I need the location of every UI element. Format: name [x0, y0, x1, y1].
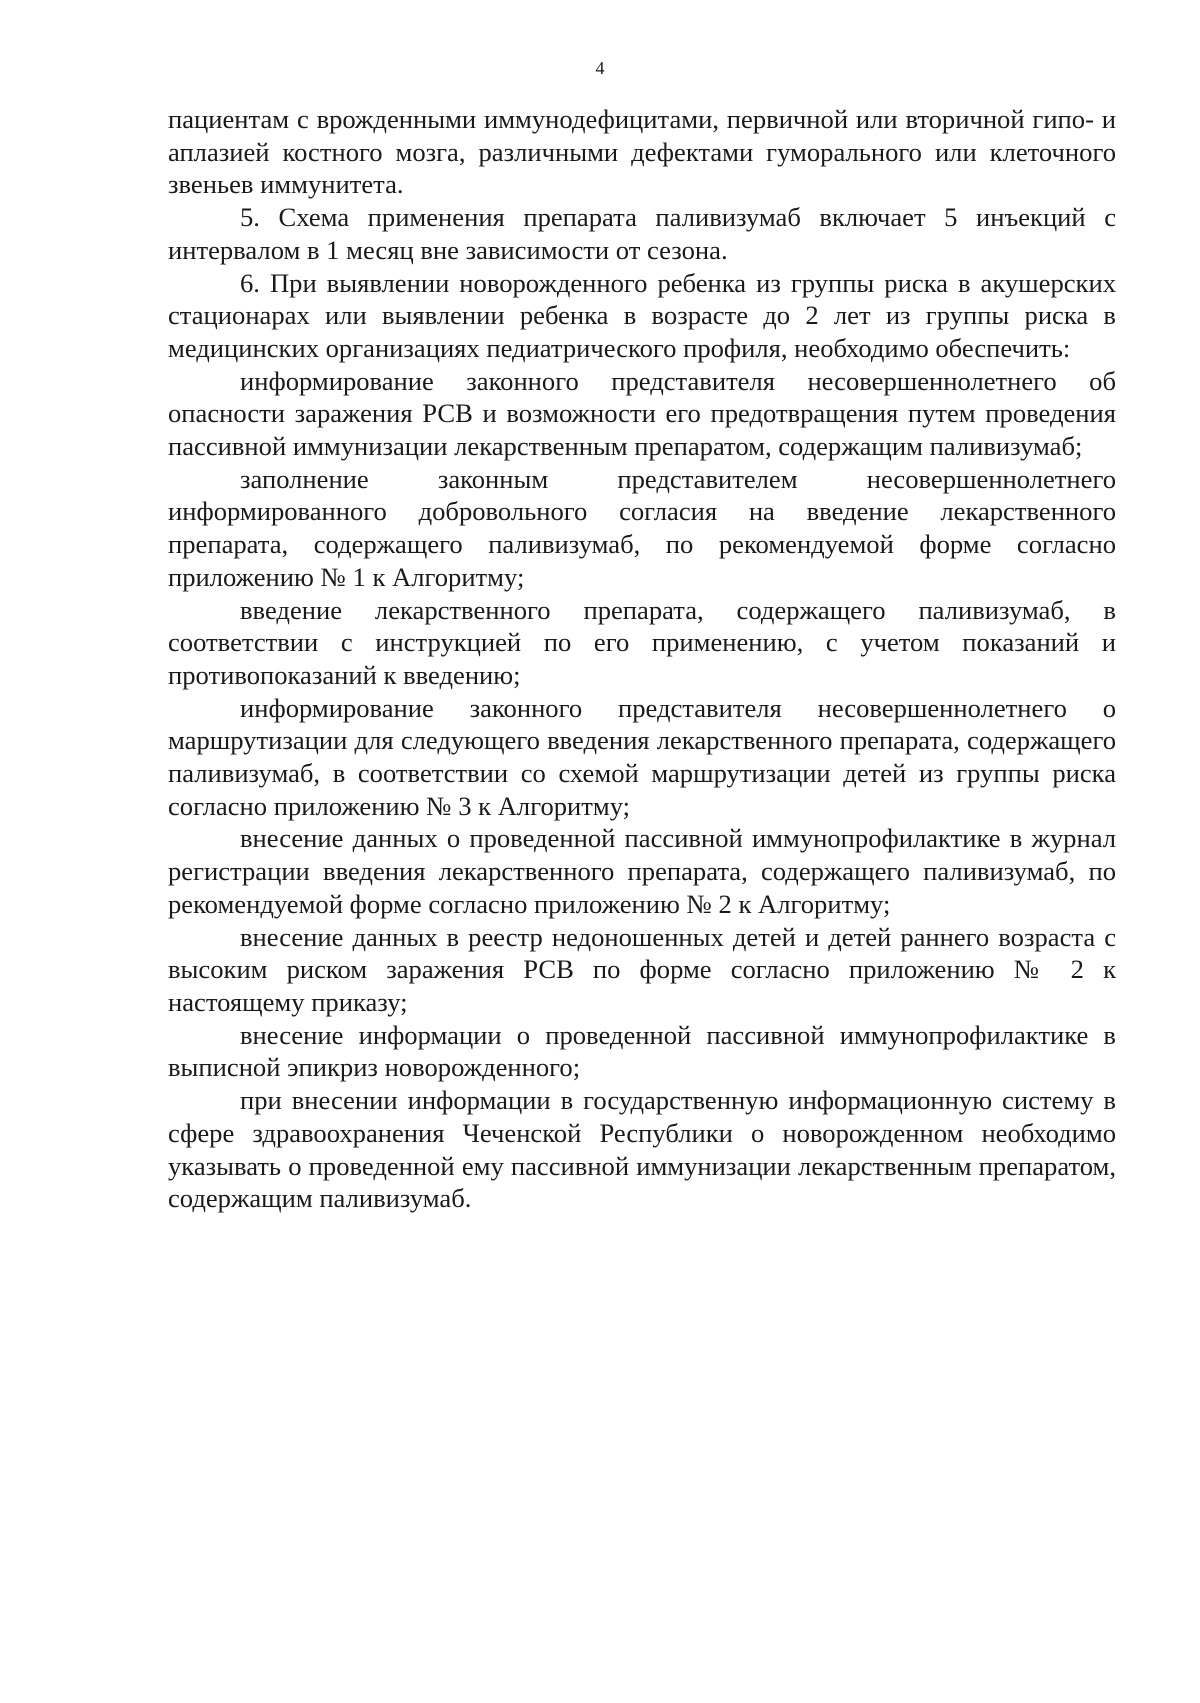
paragraph-9: внесение данных в реестр недоношенных детей и детей раннего возраста с высоким риском заражения РСВ по форме согласно приложению № 2 к настоящему приказу; [168, 921, 1116, 1017]
paragraph-6: введение лекарственного препарата, содержащего паливизумаб, в соответствии с инструкцией по его применению, с учетом показаний и противопоказаний к введению; [168, 594, 1116, 690]
paragraph-2: 5. Схема применения препарата паливизумаб включает 5 инъекций с интервалом в 1 месяц вне зависимости от сезона. [168, 202, 1116, 265]
paragraph-8: внесение данных о проведенной пассивной иммунопрофилактике в журнал регистрации введения лекарственного препарата, содержащего паливизумаб, по рекомендуемой форме согласно приложению № 2 к Алгоритму; [168, 823, 1116, 919]
paragraph-1: пациентам с врожденными иммунодефицитами, первичной или вторичной гипо- и аплазией костного мозга, различными дефектами гуморального или клеточного звеньев иммунитета. [168, 104, 1116, 200]
paragraph-10: внесение информации о проведенной пассивной иммунопрофилактике в выписной эпикриз новорожденного; [168, 1019, 1116, 1083]
page-number: 4 [595, 58, 605, 78]
paragraph-11: при внесении информации в государственную информационную систему в сфере здравоохранения Чеченской Республики о новорожденном необходимо указывать о проведенной ему пассивной иммунизации лекарственным препаратом, содержащим паливизумаб. [168, 1085, 1116, 1214]
paragraph-3: 6. При выявлении новорожденного ребенка из группы риска в акушерских стационарах или выявлении ребенка в возрасте до 2 лет из группы риска в медицинских организациях педиатрического профиля, необходимо обеспечить: [168, 267, 1116, 363]
document-body [168, 103, 1116, 1215]
paragraph-7: информирование законного представителя несовершеннолетнего о маршрутизации для следующего введения лекарственного препарата, содержащего паливизумаб, в соответствии со схемой маршрутизации детей из группы риска согласно приложению № 3 к Алгоритму; [168, 692, 1116, 821]
paragraph-4: информирование законного представителя несовершеннолетнего об опасности заражения РСВ и возможности его предотвращения путем проведения пассивной иммунизации лекарственным препаратом, содержащим паливизумаб; [168, 365, 1116, 462]
paragraph-5: заполнение законным представителем несовершеннолетнего информированного добровольного согласия на введение лекарственного препарата, содержащего паливизумаб, по рекомендуемой форме согласно приложению № 1 к Алгоритму; [168, 463, 1116, 592]
